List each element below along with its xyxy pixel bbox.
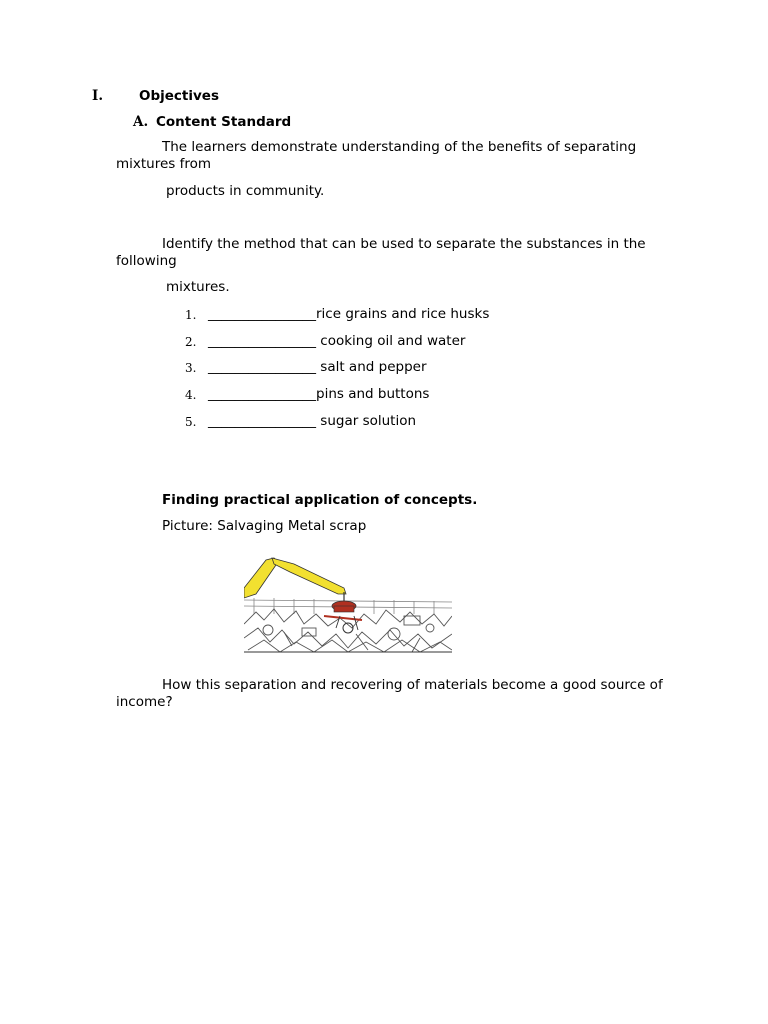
question-text: How this separation and recovering of materials become a good source of income?	[116, 677, 663, 710]
content-standard-continuation: products in community.	[166, 183, 325, 199]
list-item-number: 5.	[185, 415, 197, 429]
section-title: Objectives	[139, 88, 219, 104]
list-item-number: 2.	[185, 335, 197, 349]
list-item	[208, 413, 416, 429]
section-numeral: I.	[92, 88, 104, 104]
list-item-text: rice grains and rice husks	[316, 306, 490, 322]
list-item	[208, 359, 427, 375]
list-item-number: 3.	[185, 361, 197, 375]
instruction-text: Identify the method that can be used to separate the substances in the following	[116, 236, 646, 269]
application-heading: Finding practical application of concepts.	[162, 492, 478, 508]
list-item	[208, 306, 489, 322]
instruction-continuation: mixtures.	[166, 279, 230, 295]
list-item	[208, 386, 429, 402]
list-item	[208, 333, 465, 349]
list-item-text: salt and pepper	[316, 359, 427, 375]
answer-blank[interactable]: ________________	[208, 306, 316, 322]
list-item-text: pins and buttons	[316, 386, 430, 402]
list-item-number: 1.	[185, 308, 197, 322]
picture-caption: Picture: Salvaging Metal scrap	[162, 518, 367, 534]
scrap-yard-drawing	[244, 554, 452, 654]
subsection-letter: A.	[133, 114, 149, 130]
list-item-text: sugar solution	[316, 413, 417, 429]
answer-blank[interactable]: ________________	[208, 359, 316, 375]
list-item-text: cooking oil and water	[316, 333, 466, 349]
scrap-crane-illustration-icon	[244, 554, 452, 654]
answer-blank[interactable]: ________________	[208, 333, 316, 349]
crane-arm	[244, 558, 346, 602]
content-standard-text: The learners demonstrate understanding of the benefits of separating mixtures from	[116, 139, 637, 172]
crane-magnet	[324, 601, 362, 633]
answer-blank[interactable]: ________________	[208, 386, 316, 402]
answer-blank[interactable]: ________________	[208, 413, 316, 429]
subsection-title: Content Standard	[156, 114, 292, 130]
list-item-number: 4.	[185, 388, 197, 402]
